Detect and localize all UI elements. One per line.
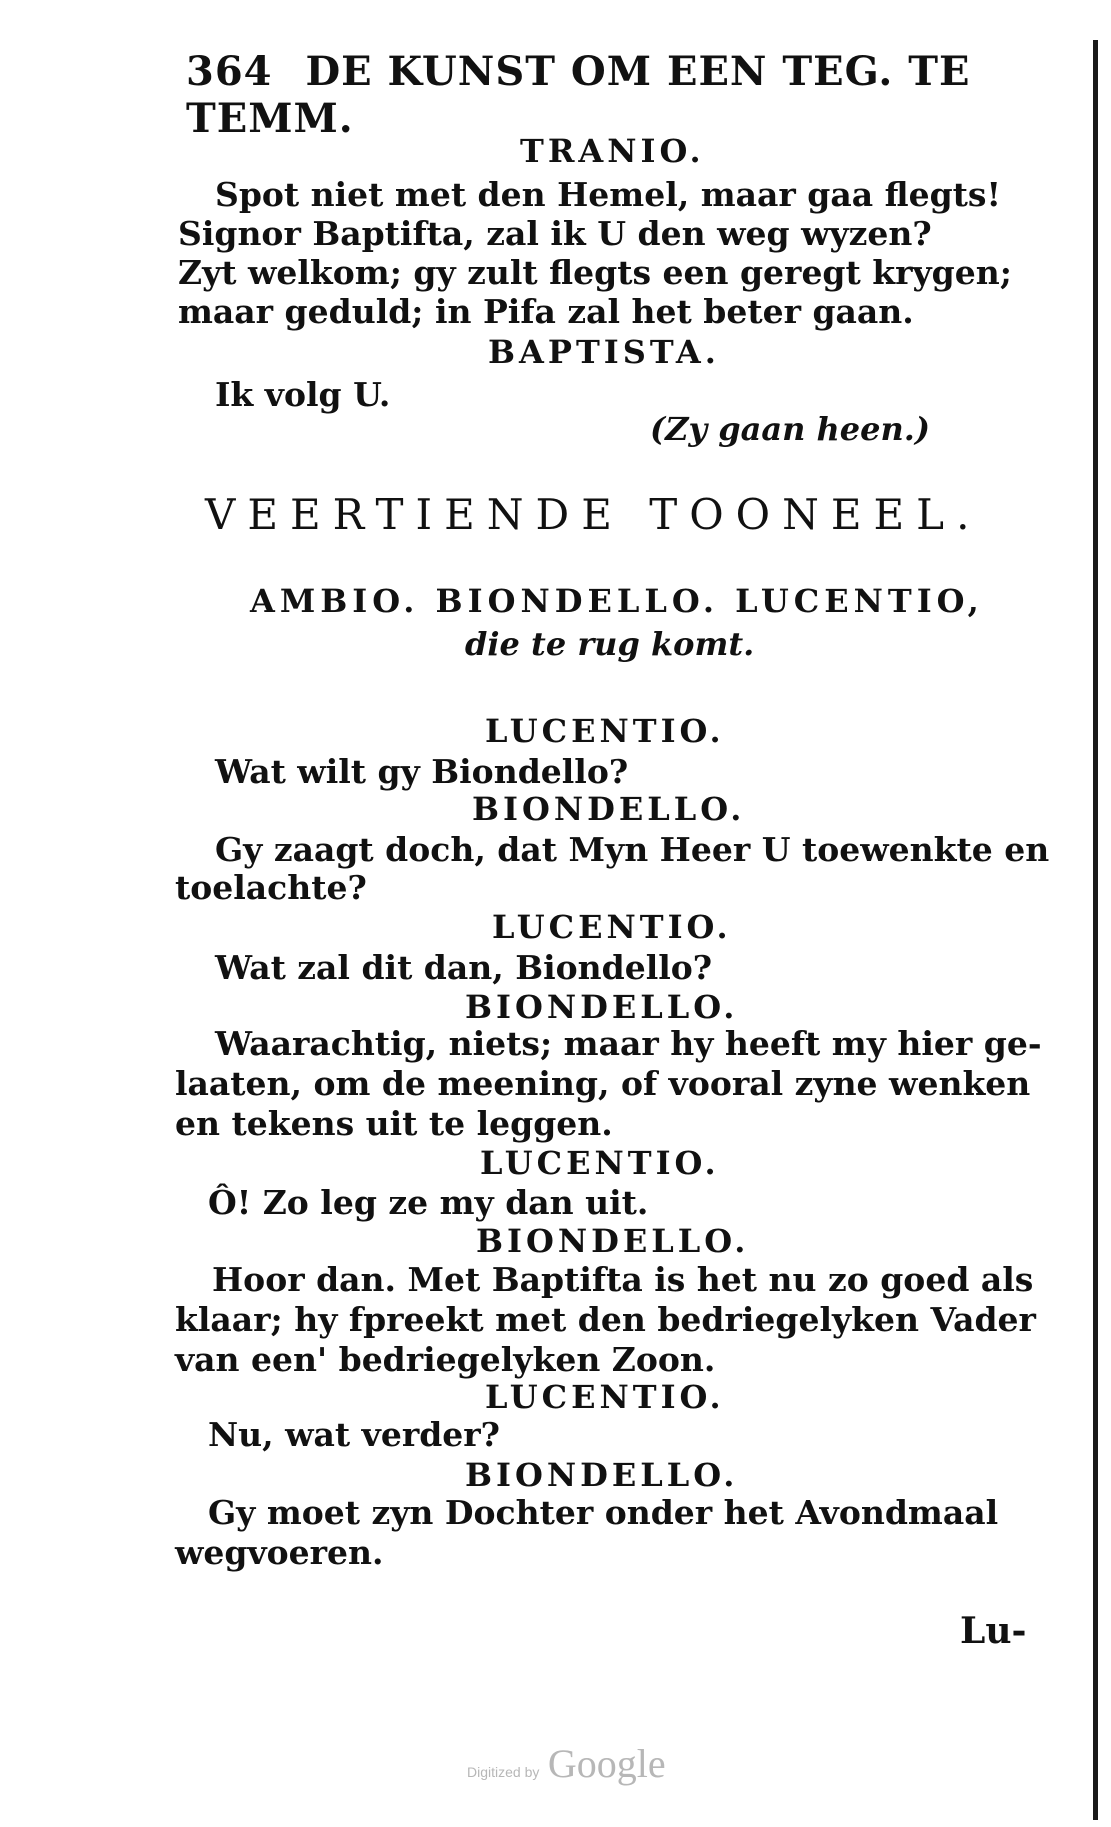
speaker-biondello: BIONDELLO. bbox=[472, 790, 746, 828]
digitized-watermark bbox=[467, 1740, 666, 1787]
text-line: Zyt welkom; gy zult flegts een geregt krygen; bbox=[178, 253, 1012, 292]
text-line: Waarachtig, niets; maar hy heeft my hier ge- bbox=[215, 1024, 1042, 1063]
text-line: en tekens uit te leggen. bbox=[175, 1104, 613, 1143]
scene-direction: die te rug komt. bbox=[465, 625, 755, 663]
text-line: klaar; hy fpreekt met den bedriegelyken Vader bbox=[175, 1300, 1036, 1339]
scene-title: VEERTIENDE TOONEEL. bbox=[205, 490, 982, 539]
page-number: 364 bbox=[186, 48, 273, 95]
running-title: DE KUNST OM EEN TEG. TE TEMM. bbox=[186, 48, 971, 142]
text-line: maar geduld; in Pifa zal het beter gaan. bbox=[178, 292, 914, 331]
text-line: Spot niet met den Hemel, maar gaa flegts! bbox=[215, 175, 1001, 214]
speaker-biondello: BIONDELLO. bbox=[465, 988, 739, 1026]
speaker-biondello: BIONDELLO. bbox=[476, 1222, 750, 1260]
speaker-lucentio: LUCENTIO. bbox=[492, 908, 732, 946]
text-line: toelachte? bbox=[175, 868, 367, 907]
page-edge-line bbox=[1093, 40, 1098, 1820]
text-line: wegvoeren. bbox=[175, 1533, 384, 1572]
speaker-tranio: TRANIO. bbox=[520, 132, 705, 170]
text-line: Gy moet zyn Dochter onder het Avondmaal bbox=[208, 1493, 999, 1532]
text-line: Wat zal dit dan, Biondello? bbox=[215, 948, 713, 987]
text-line: van een' bedriegelyken Zoon. bbox=[175, 1340, 716, 1379]
text-line: Nu, wat verder? bbox=[208, 1415, 501, 1454]
text-line: Ô! Zo leg ze my dan uit. bbox=[208, 1183, 649, 1222]
speaker-biondello: BIONDELLO. bbox=[465, 1456, 739, 1494]
watermark-small-text: Digitized by bbox=[467, 1764, 540, 1780]
text-line: Wat wilt gy Biondello? bbox=[215, 752, 629, 791]
catchword: Lu- bbox=[960, 1610, 1027, 1652]
text-line: Gy zaagt doch, dat Myn Heer U toewenkte en bbox=[215, 830, 1050, 869]
text-line: Hoor dan. Met Baptifta is het nu zo goed als bbox=[212, 1260, 1034, 1299]
speaker-baptista: BAPTISTA. bbox=[488, 333, 720, 371]
running-header bbox=[186, 48, 1111, 142]
stage-direction: (Zy gaan heen.) bbox=[650, 410, 931, 448]
text-line: Signor Baptifta, zal ik U den weg wyzen? bbox=[178, 214, 932, 253]
text-line: Ik volg U. bbox=[215, 375, 391, 414]
google-logo: Google bbox=[547, 1741, 666, 1786]
scene-characters: AMBIO. BIONDELLO. LUCENTIO, bbox=[250, 582, 984, 620]
speaker-lucentio: LUCENTIO. bbox=[480, 1144, 720, 1182]
text-line: laaten, om de meening, of vooral zyne wenken bbox=[175, 1064, 1031, 1103]
speaker-lucentio: LUCENTIO. bbox=[485, 1378, 725, 1416]
speaker-lucentio: LUCENTIO. bbox=[485, 712, 725, 750]
